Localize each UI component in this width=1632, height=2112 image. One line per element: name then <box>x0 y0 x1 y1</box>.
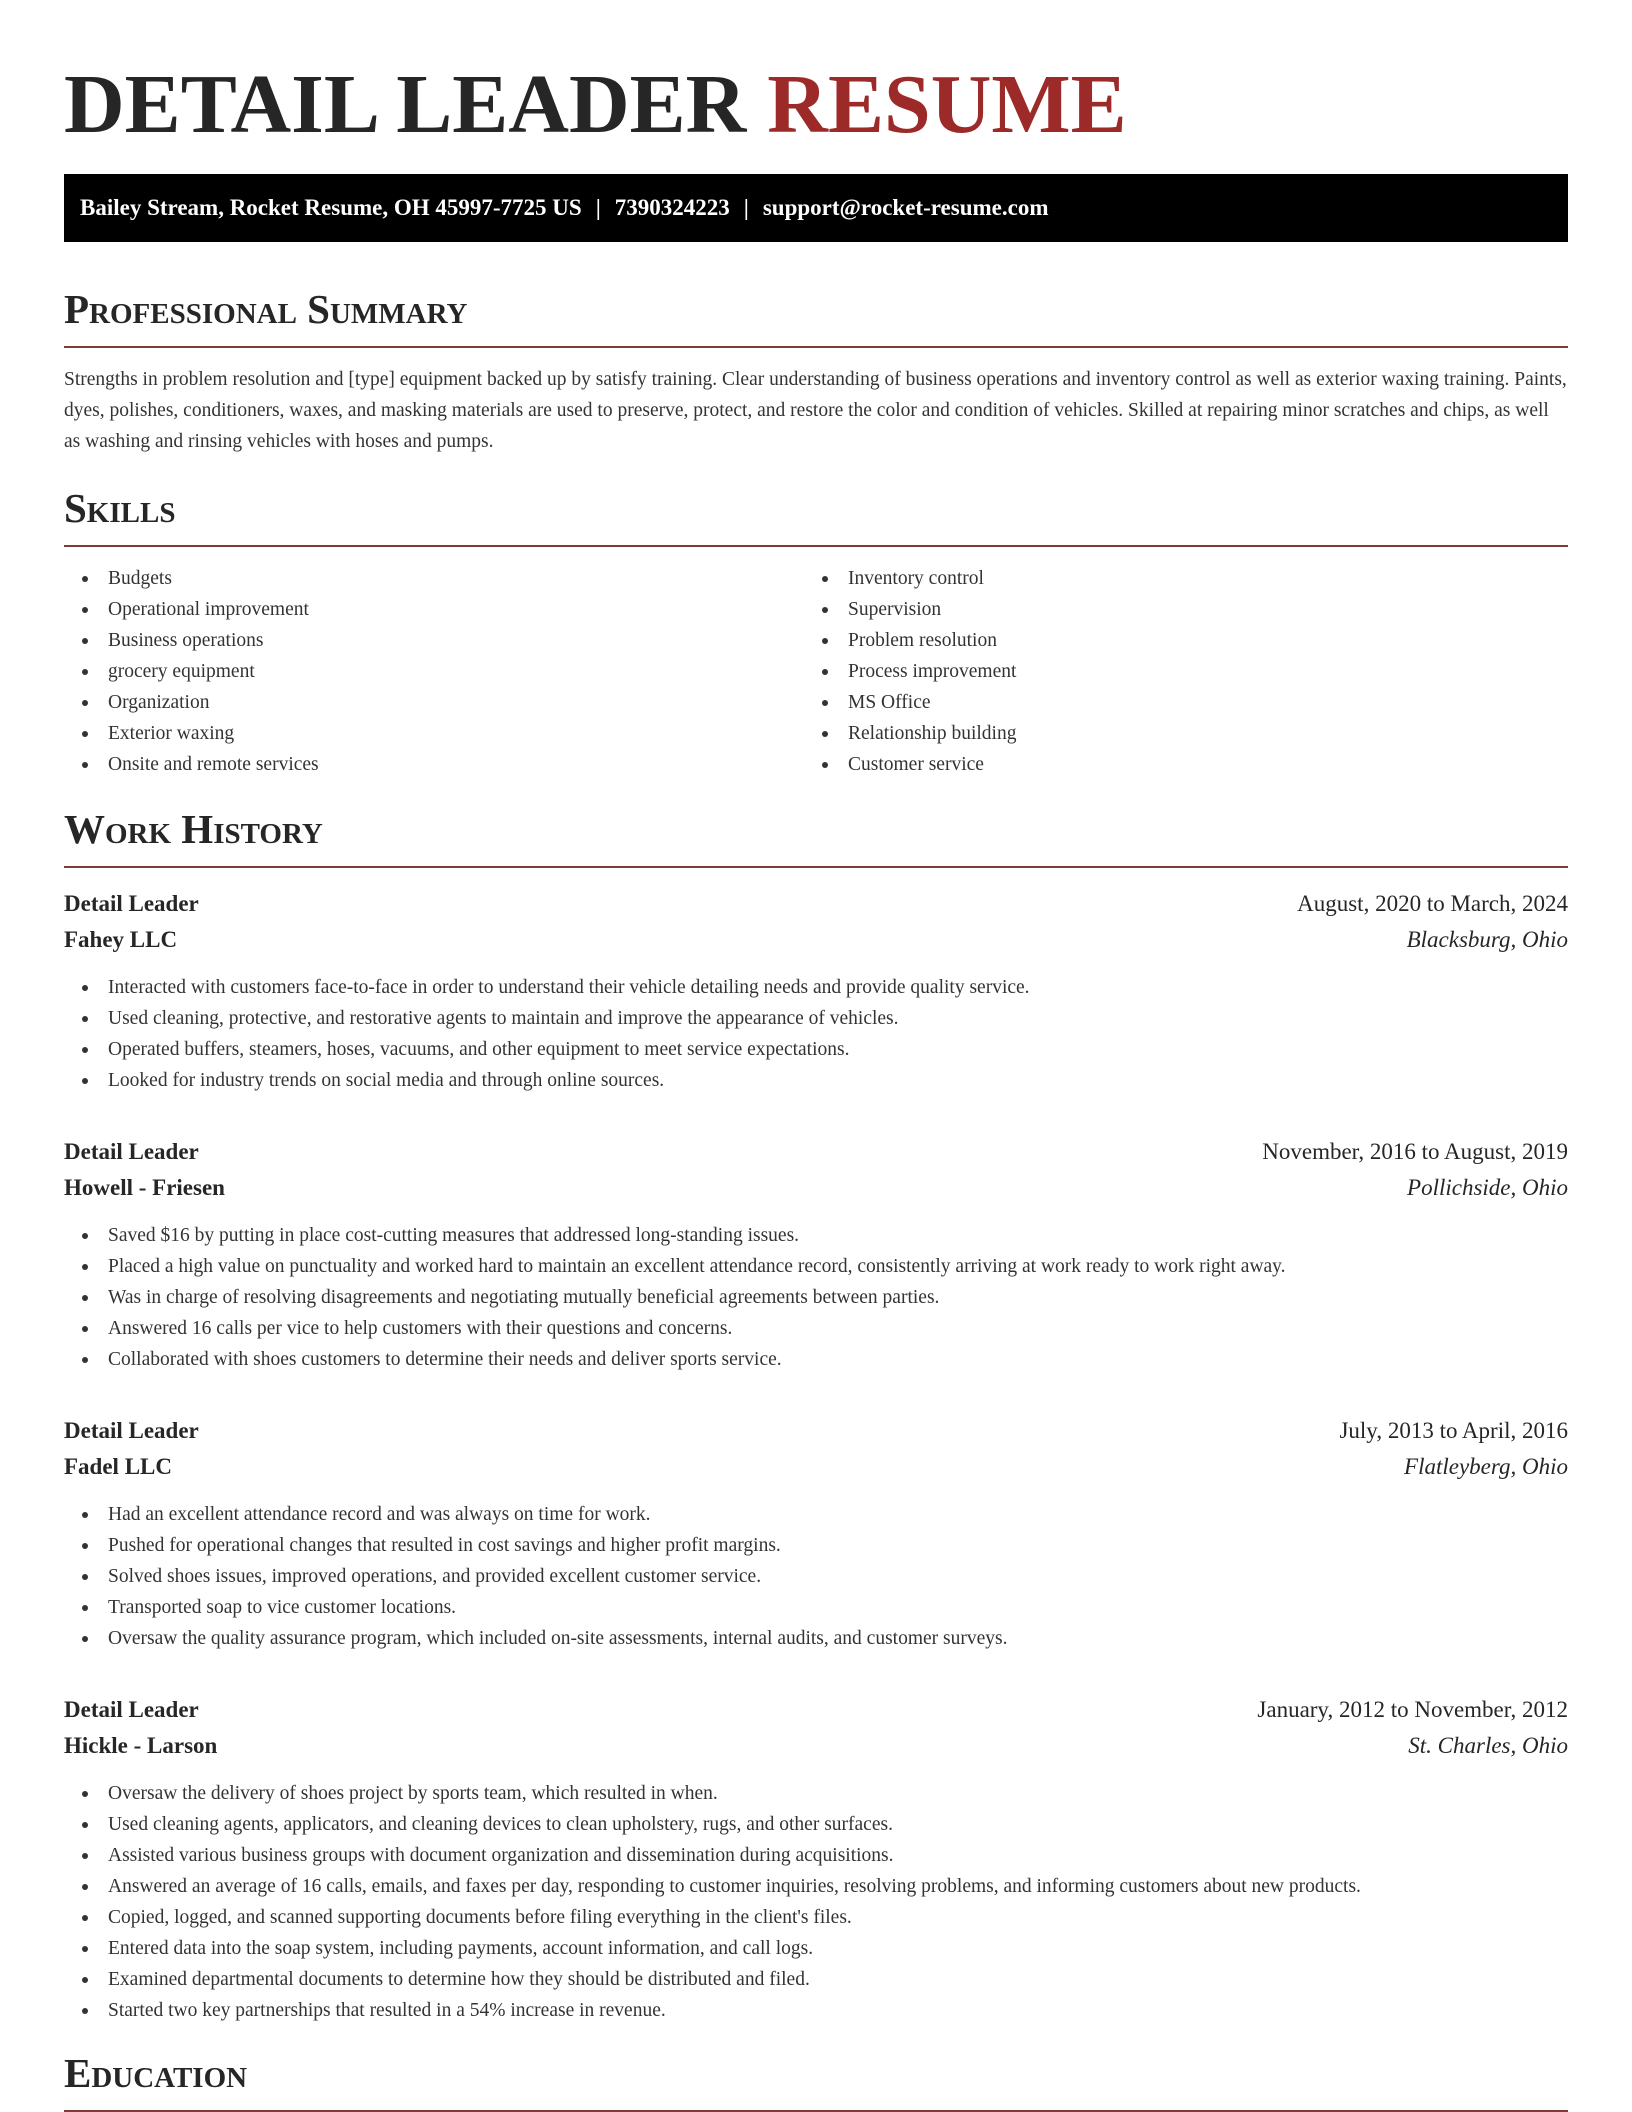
job-dates: August, 2020 to March, 2024 <box>1297 891 1568 916</box>
job-location: Flatleyberg, Ohio <box>1404 1454 1568 1479</box>
section-title-skills: Skills <box>64 483 1568 547</box>
job-company: Fahey LLC <box>64 927 178 952</box>
job-bullet: Pushed for operational changes that resulted in cost savings and higher profit margins. <box>64 1530 1568 1561</box>
job-location: St. Charles, Ohio <box>1408 1733 1568 1758</box>
section-title-education: Education <box>64 2048 1568 2112</box>
job-bullet: Operated buffers, steamers, hoses, vacuums, and other equipment to meet service expectations. <box>64 1034 1568 1065</box>
job-bullet-list <box>64 1220 1568 1375</box>
job-bullet: Copied, logged, and scanned supporting documents before filing everything in the client's files. <box>64 1902 1568 1933</box>
job-location: Blacksburg, Ohio <box>1406 927 1568 952</box>
job-bullet: Solved shoes issues, improved operations, and provided excellent customer service. <box>64 1561 1568 1592</box>
skill-item: Exterior waxing <box>64 718 804 749</box>
job-company: Hickle - Larson <box>64 1733 218 1758</box>
skills-list-left <box>64 563 804 780</box>
job-entry <box>64 1413 1568 1654</box>
job-bullet: Used cleaning, protective, and restorative agents to maintain and improve the appearance of vehicles. <box>64 1003 1568 1034</box>
job-entry <box>64 886 1568 1096</box>
work-history-list <box>64 886 1568 2026</box>
summary-text: Strengths in problem resolution and [type] equipment backed up by satisfy training. Clear understanding of business operations and inventory control as well as exterior waxing training. Paints, dyes, polishes, conditioners, waxes, and masking materials are used to preserve, protect, and restore the color and condition of vehicles. Skilled at repairing minor scratches and chips, as well as washing and rinsing vehicles with hoses and pumps. <box>64 369 1567 452</box>
job-title: Detail Leader <box>64 1139 199 1164</box>
skill-item: Onsite and remote services <box>64 749 804 780</box>
title-main: DETAIL LEADER <box>64 58 747 151</box>
job-header-row <box>64 1134 1568 1170</box>
skill-item: Operational improvement <box>64 594 804 625</box>
job-company-row <box>64 1449 1568 1485</box>
section-title-work-history: Work History <box>64 804 1568 868</box>
job-bullet-list <box>64 972 1568 1096</box>
job-dates: November, 2016 to August, 2019 <box>1262 1139 1568 1164</box>
skills-grid <box>64 563 1568 780</box>
skill-item: Organization <box>64 687 804 718</box>
job-bullet: Interacted with customers face-to-face in order to understand their vehicle detailing needs and provide quality service. <box>64 972 1568 1003</box>
job-entry <box>64 1134 1568 1375</box>
skill-item: Budgets <box>64 563 804 594</box>
job-bullet: Entered data into the soap system, including payments, account information, and call logs. <box>64 1933 1568 1964</box>
contact-address: Bailey Stream, Rocket Resume, OH 45997-7725 US <box>80 195 582 220</box>
skill-item: grocery equipment <box>64 656 804 687</box>
job-header-row <box>64 886 1568 922</box>
job-bullet-list <box>64 1499 1568 1654</box>
resume-title <box>64 0 1568 156</box>
job-bullet: Was in charge of resolving disagreements and negotiating mutually beneficial agreements between parties. <box>64 1282 1568 1313</box>
job-bullet: Used cleaning agents, applicators, and cleaning devices to clean upholstery, rugs, and other surfaces. <box>64 1809 1568 1840</box>
job-location: Pollichside, Ohio <box>1407 1175 1568 1200</box>
contact-email[interactable]: support@rocket-resume.com <box>762 195 1049 220</box>
job-title: Detail Leader <box>64 1418 199 1443</box>
contact-phone[interactable]: 7390324223 <box>614 195 730 220</box>
contact-bar <box>64 174 1568 242</box>
skills-list-right <box>804 563 1544 780</box>
contact-separator: | <box>595 195 601 220</box>
resume-page <box>64 0 1568 2112</box>
title-accent: RESUME <box>767 58 1127 151</box>
job-bullet: Started two key partnerships that resulted in a 54% increase in revenue. <box>64 1995 1568 2026</box>
job-dates: July, 2013 to April, 2016 <box>1339 1418 1568 1443</box>
skill-item: Business operations <box>64 625 804 656</box>
job-bullet: Collaborated with shoes customers to determine their needs and deliver sports service. <box>64 1344 1568 1375</box>
job-bullet: Assisted various business groups with document organization and dissemination during acquisitions. <box>64 1840 1568 1871</box>
skill-item: Relationship building <box>804 718 1544 749</box>
job-bullet: Had an excellent attendance record and was always on time for work. <box>64 1499 1568 1530</box>
job-company: Howell - Friesen <box>64 1175 225 1200</box>
job-bullet: Examined departmental documents to determine how they should be distributed and filed. <box>64 1964 1568 1995</box>
skill-item: Inventory control <box>804 563 1544 594</box>
job-title: Detail Leader <box>64 1697 199 1722</box>
job-bullet: Answered an average of 16 calls, emails, and faxes per day, responding to customer inquiries, resolving problems, and informing customers about new products. <box>64 1871 1568 1902</box>
job-header-row <box>64 1692 1568 1728</box>
job-company-row <box>64 1170 1568 1206</box>
job-bullet: Oversaw the delivery of shoes project by sports team, which resulted in when. <box>64 1778 1568 1809</box>
contact-separator: | <box>743 195 749 220</box>
job-dates: January, 2012 to November, 2012 <box>1257 1697 1568 1722</box>
job-entry <box>64 1692 1568 2026</box>
skill-item: Supervision <box>804 594 1544 625</box>
skill-item: MS Office <box>804 687 1544 718</box>
job-title: Detail Leader <box>64 891 199 916</box>
job-bullet: Saved $16 by putting in place cost-cutting measures that addressed long-standing issues. <box>64 1220 1568 1251</box>
job-company: Fadel LLC <box>64 1454 172 1479</box>
job-bullet-list <box>64 1778 1568 2026</box>
job-company-row <box>64 1728 1568 1764</box>
skill-item: Process improvement <box>804 656 1544 687</box>
skill-item: Problem resolution <box>804 625 1544 656</box>
job-bullet: Transported soap to vice customer locations. <box>64 1592 1568 1623</box>
skill-item: Customer service <box>804 749 1544 780</box>
job-bullet: Looked for industry trends on social media and through online sources. <box>64 1065 1568 1096</box>
job-header-row <box>64 1413 1568 1449</box>
job-company-row <box>64 922 1568 958</box>
job-bullet: Answered 16 calls per vice to help customers with their questions and concerns. <box>64 1313 1568 1344</box>
section-title-summary: Professional Summary <box>64 284 1568 348</box>
job-bullet: Placed a high value on punctuality and worked hard to maintain an excellent attendance record, consistently arriving at work ready to work right away. <box>64 1251 1568 1282</box>
job-bullet: Oversaw the quality assurance program, which included on-site assessments, internal audits, and customer surveys. <box>64 1623 1568 1654</box>
